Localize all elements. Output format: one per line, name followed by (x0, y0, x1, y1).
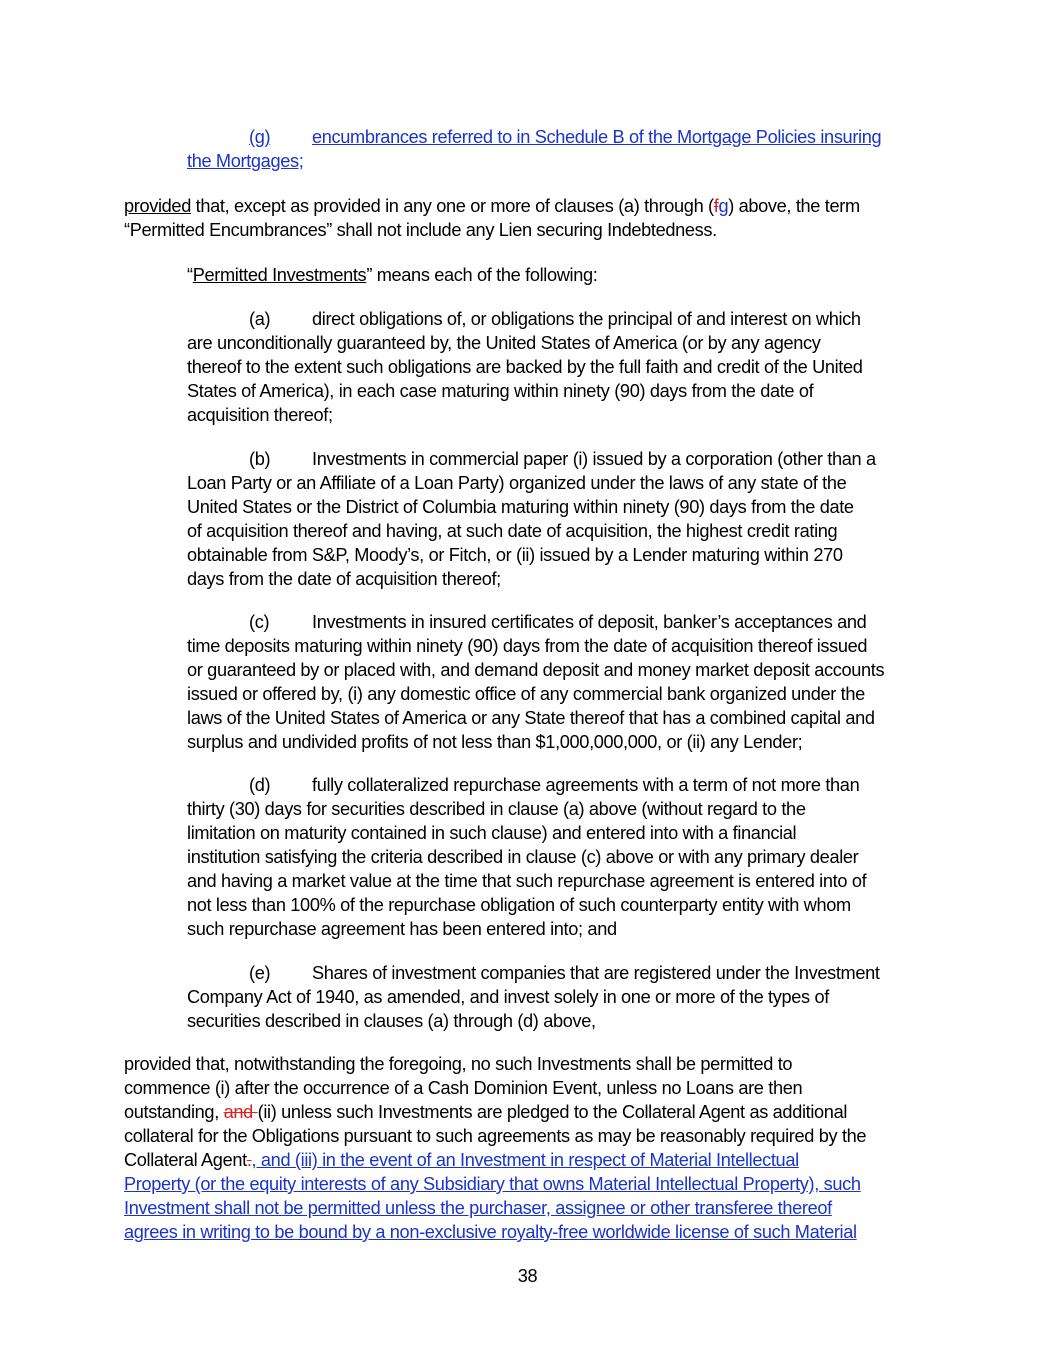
provided-word: provided (124, 196, 191, 216)
item-e-label: (e) (249, 963, 271, 983)
proviso-2-line: commence (i) after the occurrence of a Cash Dominion Event, unless no Loans are then (124, 1078, 803, 1098)
item-a-line: are unconditionally guaranteed by, the United States of America (or by any agency (187, 333, 821, 353)
item-b-label: (b) (249, 449, 271, 469)
item-d-line: not less than 100% of the repurchase obligation of such counterparty entity with whom (187, 895, 851, 915)
definition-rest: ” means each of the following: (366, 265, 598, 285)
item-b-line: of acquisition thereof and having, at such date of acquisition, the highest credit rating (187, 521, 838, 541)
definition-heading (187, 263, 597, 287)
inserted-text: , and (iii) in the event of an Investment in respect of Material Intellectual (251, 1150, 799, 1170)
open-quote: “ (187, 265, 193, 285)
item-c-line: or guaranteed by or placed with, and demand deposit and money market deposit accounts (187, 660, 885, 680)
deleted-period: . (246, 1150, 252, 1170)
item-a-label: (a) (249, 309, 271, 329)
item-b-line: Investments in commercial paper (i) issued by a corporation (other than a (312, 449, 876, 469)
item-d-label: (d) (249, 775, 271, 795)
defined-term: Permitted Investments (192, 265, 367, 285)
item-b-line: Loan Party or an Affiliate of a Loan Party) organized under the laws of any state of the (187, 473, 847, 493)
item-d-line: and having a market value at the time that such repurchase agreement is entered into of (187, 871, 867, 891)
item-e-line: Company Act of 1940, as amended, and invest solely in one or more of the types of (187, 987, 829, 1007)
inserted-line: Investment shall not be permitted unless the purchaser, assignee or other transferee thereof (124, 1198, 832, 1218)
proviso-2-text: (ii) unless such Investments are pledged to the Collateral Agent as additional (257, 1102, 848, 1122)
item-e-line: Shares of investment companies that are registered under the Investment (312, 963, 880, 983)
proviso-1-text-b: ) above, the term (728, 196, 860, 216)
item-d-line: fully collateralized repurchase agreements with a term of not more than (312, 775, 860, 795)
page-number: 38 (517, 1266, 538, 1286)
inserted-line: agrees in writing to be bound by a non-exclusive royalty-free worldwide license of such Material (124, 1222, 857, 1242)
deleted-f: f (713, 196, 719, 216)
item-d-line: such repurchase agreement has been entered into; and (187, 919, 617, 939)
item-c-line: time deposits maturing within ninety (90) days from the date of acquisition thereof issued (187, 636, 868, 656)
item-c-label: (c) (249, 612, 270, 632)
item-a-line: States of America), in each case maturing within ninety (90) days from the date of (187, 381, 814, 401)
item-d-line: thirty (30) days for securities described in clause (a) above (without regard to the (187, 799, 806, 819)
item-c-line: surplus and undivided profits of not less than $1,000,000,000, or (ii) any Lender; (187, 732, 803, 752)
proviso-2-line (124, 1100, 847, 1124)
deleted-and: and (223, 1102, 258, 1122)
item-d-line: institution satisfying the criteria described in clause (c) above or with any primary dealer (187, 847, 859, 867)
item-e-line: securities described in clauses (a) through (d) above, (187, 1011, 596, 1031)
item-b-line: obtainable from S&P, Moody’s, or Fitch, or (ii) issued by a Lender maturing within 270 (187, 545, 843, 565)
item-c-line: issued or offered by, (i) any domestic office of any commercial bank organized under the (187, 684, 865, 704)
item-b-line: days from the date of acquisition thereof; (187, 569, 501, 589)
proviso-2-text: Collateral Agent (124, 1150, 247, 1170)
inserted-g: g (718, 196, 729, 216)
clause-g-line-2: the Mortgages; (187, 151, 304, 171)
item-a-line: direct obligations of, or obligations the principal of and interest on which (312, 309, 861, 329)
item-c-line: Investments in insured certificates of deposit, banker’s acceptances and (312, 612, 867, 632)
proviso-1-line-1 (124, 194, 860, 218)
item-c-line: laws of the United States of America or any State thereof that has a combined capital and (187, 708, 875, 728)
proviso-2-line (124, 1148, 799, 1172)
proviso-2-text: outstanding, (124, 1102, 224, 1122)
inserted-line: Property (or the equity interests of any Subsidiary that owns Material Intellectual Property), such (124, 1174, 861, 1194)
proviso-2-line: provided that, notwithstanding the foregoing, no such Investments shall be permitted to (124, 1054, 793, 1074)
clause-g-label: (g) (249, 127, 271, 147)
proviso-1-text-a: that, except as provided in any one or more of clauses (a) through ( (190, 196, 714, 216)
proviso-2-line: collateral for the Obligations pursuant to such agreements as may be reasonably required by the (124, 1126, 867, 1146)
clause-g-line-1: encumbrances referred to in Schedule B of the Mortgage Policies insuring (312, 127, 882, 147)
item-b-line: United States or the District of Columbia maturing within ninety (90) days from the date (187, 497, 854, 517)
item-a-line: thereof to the extent such obligations are backed by the full faith and credit of the United (187, 357, 863, 377)
proviso-1-line-2: “Permitted Encumbrances” shall not include any Lien securing Indebtedness. (124, 220, 717, 240)
item-a-line: acquisition thereof; (187, 405, 333, 425)
item-d-line: limitation on maturity contained in such clause) and entered into with a financial (187, 823, 797, 843)
